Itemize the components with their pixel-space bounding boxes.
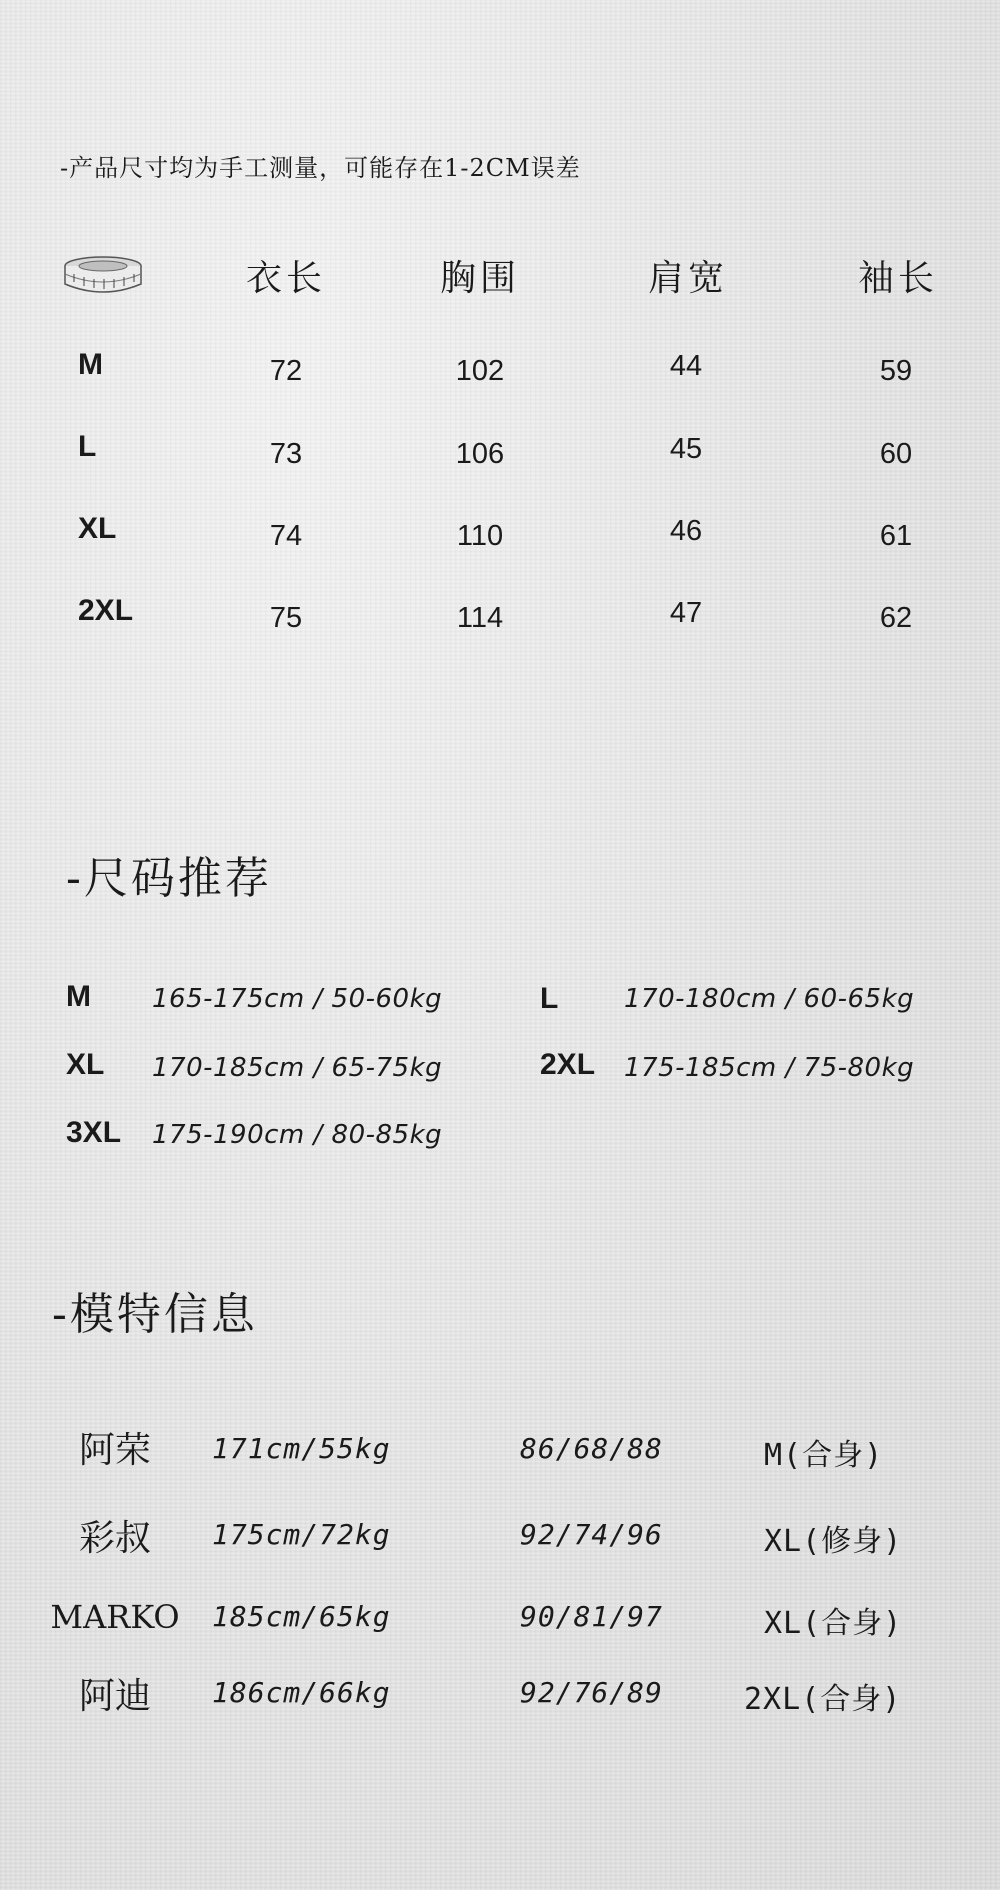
models-title: -模特信息	[52, 1289, 258, 1340]
sleeve-l: 60	[879, 438, 913, 470]
length-m: 72	[269, 355, 303, 387]
rec-range-2xl: 175-185cm / 75-80kg	[624, 1053, 915, 1083]
rec-range-l: 170-180cm / 60-65kg	[624, 984, 915, 1014]
header-length: 衣长	[245, 258, 326, 299]
shoulder-xl: 46	[669, 515, 703, 547]
rec-size-m: M	[66, 980, 91, 1013]
rec-range-xl: 170-185cm / 65-75kg	[152, 1053, 443, 1083]
model-fit-3: XL(合身)	[764, 1606, 903, 1641]
model-hw-4: 186cm/66kg	[212, 1676, 391, 1709]
shoulder-l: 45	[669, 433, 703, 465]
model-measure-3: 90/81/97	[520, 1600, 663, 1633]
length-xl: 74	[269, 520, 303, 552]
shoulder-m: 44	[669, 350, 703, 382]
model-hw-1: 171cm/55kg	[212, 1432, 391, 1465]
measuring-tape-icon	[62, 252, 144, 298]
header-sleeve: 袖长	[857, 258, 938, 299]
model-fit-1: M(合身)	[764, 1438, 884, 1473]
model-hw-3: 185cm/65kg	[212, 1600, 391, 1633]
size-label-l: L	[78, 430, 97, 463]
shoulder-2xl: 47	[669, 597, 703, 629]
size-label-m: M	[78, 348, 103, 381]
recommend-title: -尺码推荐	[66, 853, 272, 904]
chest-l: 106	[455, 438, 505, 470]
length-l: 73	[269, 438, 303, 470]
model-measure-1: 86/68/88	[520, 1432, 663, 1465]
rec-size-l: L	[540, 982, 559, 1015]
size-label-xl: XL	[78, 512, 117, 545]
size-label-2xl: 2XL	[78, 594, 134, 627]
header-shoulder: 肩宽	[647, 258, 728, 299]
sleeve-m: 59	[879, 355, 913, 387]
rec-range-3xl: 175-190cm / 80-85kg	[152, 1120, 443, 1150]
model-name-2: 彩叔	[78, 1518, 151, 1559]
sleeve-xl: 61	[879, 520, 913, 552]
rec-range-m: 165-175cm / 50-60kg	[152, 984, 443, 1014]
model-name-4: 阿迪	[78, 1676, 151, 1717]
rec-size-xl: XL	[66, 1048, 105, 1081]
model-fit-4: 2XL(合身)	[744, 1682, 902, 1717]
rec-size-2xl: 2XL	[540, 1048, 596, 1081]
chest-xl: 110	[456, 520, 504, 552]
model-fit-2: XL(修身)	[764, 1524, 903, 1559]
measurement-note: -产品尺寸均为手工测量，可能存在1-2CM误差	[60, 154, 581, 182]
length-2xl: 75	[269, 602, 303, 634]
chest-2xl: 114	[456, 602, 504, 634]
model-measure-4: 92/76/89	[520, 1676, 663, 1709]
model-measure-2: 92/74/96	[520, 1518, 663, 1551]
header-chest: 胸围	[439, 258, 520, 299]
sleeve-2xl: 62	[879, 602, 913, 634]
chest-m: 102	[455, 355, 505, 387]
model-hw-2: 175cm/72kg	[212, 1518, 391, 1551]
rec-size-3xl: 3XL	[66, 1116, 122, 1149]
model-name-3: MARKO	[50, 1598, 180, 1636]
model-name-1: 阿荣	[78, 1430, 151, 1471]
